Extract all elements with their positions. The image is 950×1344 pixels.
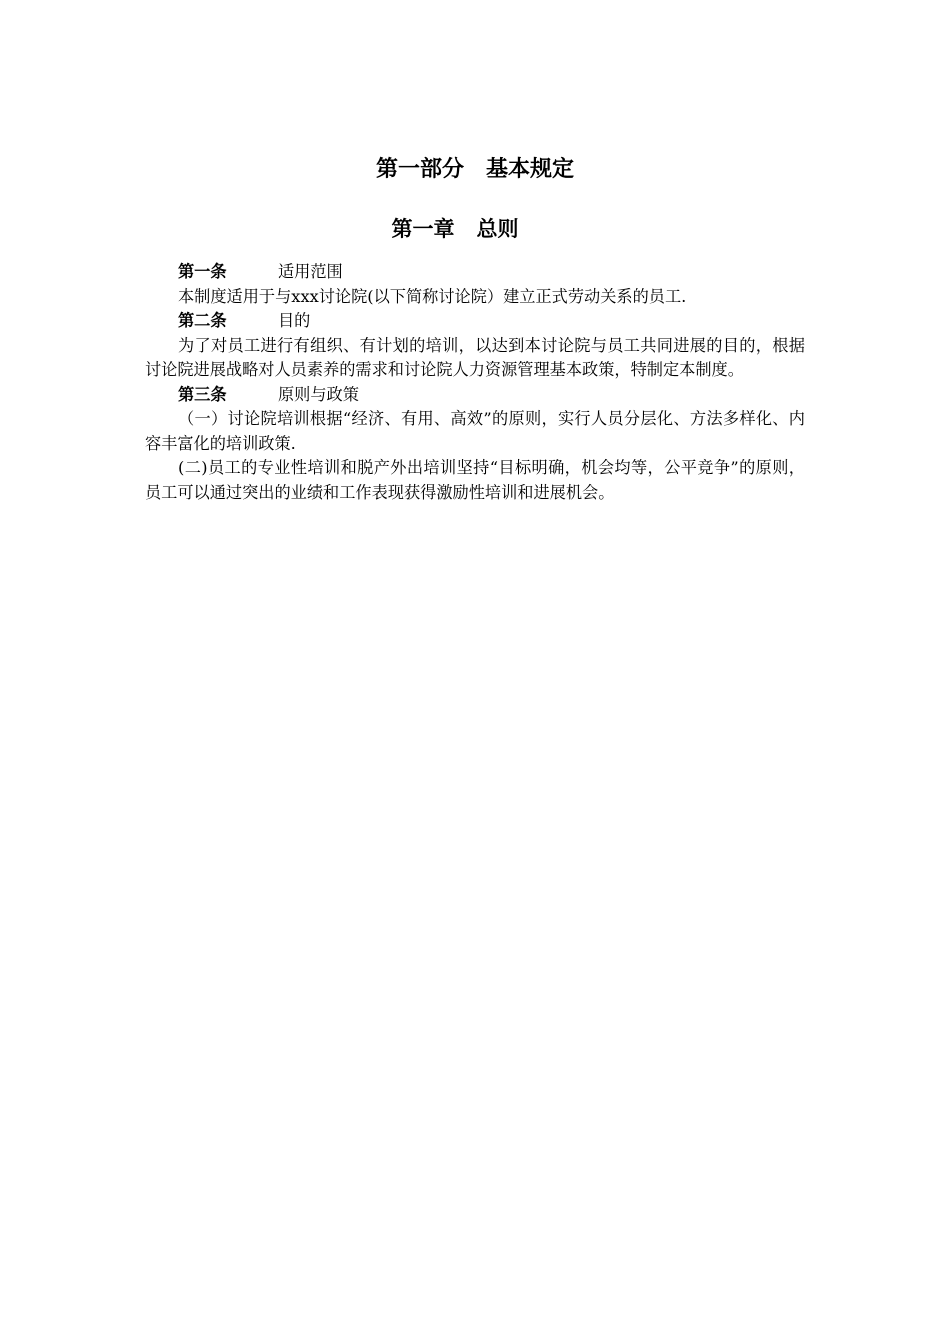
article-number: 第一条 [178,262,227,281]
article-name: 原则与政策 [278,384,359,404]
article-heading-2 [145,309,805,334]
chapter-title: 第一章 总则 [391,217,519,241]
article-heading-3 [145,383,805,408]
article-2-paragraph-1: 为了对员工进行有组织、有计划的培训，以达到本讨论院与员工共同进展的目的，根据讨论院进展战略对人员素养的需求和讨论院人力资源管理基本政策，特制定本制度。 [145,335,805,379]
article-3-paragraph-1: （一）讨论院培训根据“经济、有用、高效”的原则，实行人员分层化、方法多样化、内容丰富化的培训政策. [145,409,805,453]
article-1-paragraph-1: 本制度适用于与xxx讨论院(以下简称讨论院）建立正式劳动关系的员工. [178,286,687,306]
article-number: 第二条 [178,311,227,330]
article-number: 第三条 [178,384,227,404]
article-heading-1 [145,260,805,285]
part-title: 第一部分 基本规定 [375,157,574,182]
article-name: 目的 [278,311,311,330]
article-3-paragraph-2: (二)员工的专业性培训和脱产外出培训坚持“目标明确，机会均等，公平竞争”的原则，员工可以通过突出的业绩和工作表现获得激励性培训和进展机会。 [145,458,805,502]
article-name: 适用范围 [278,262,343,281]
document-body [145,260,805,505]
